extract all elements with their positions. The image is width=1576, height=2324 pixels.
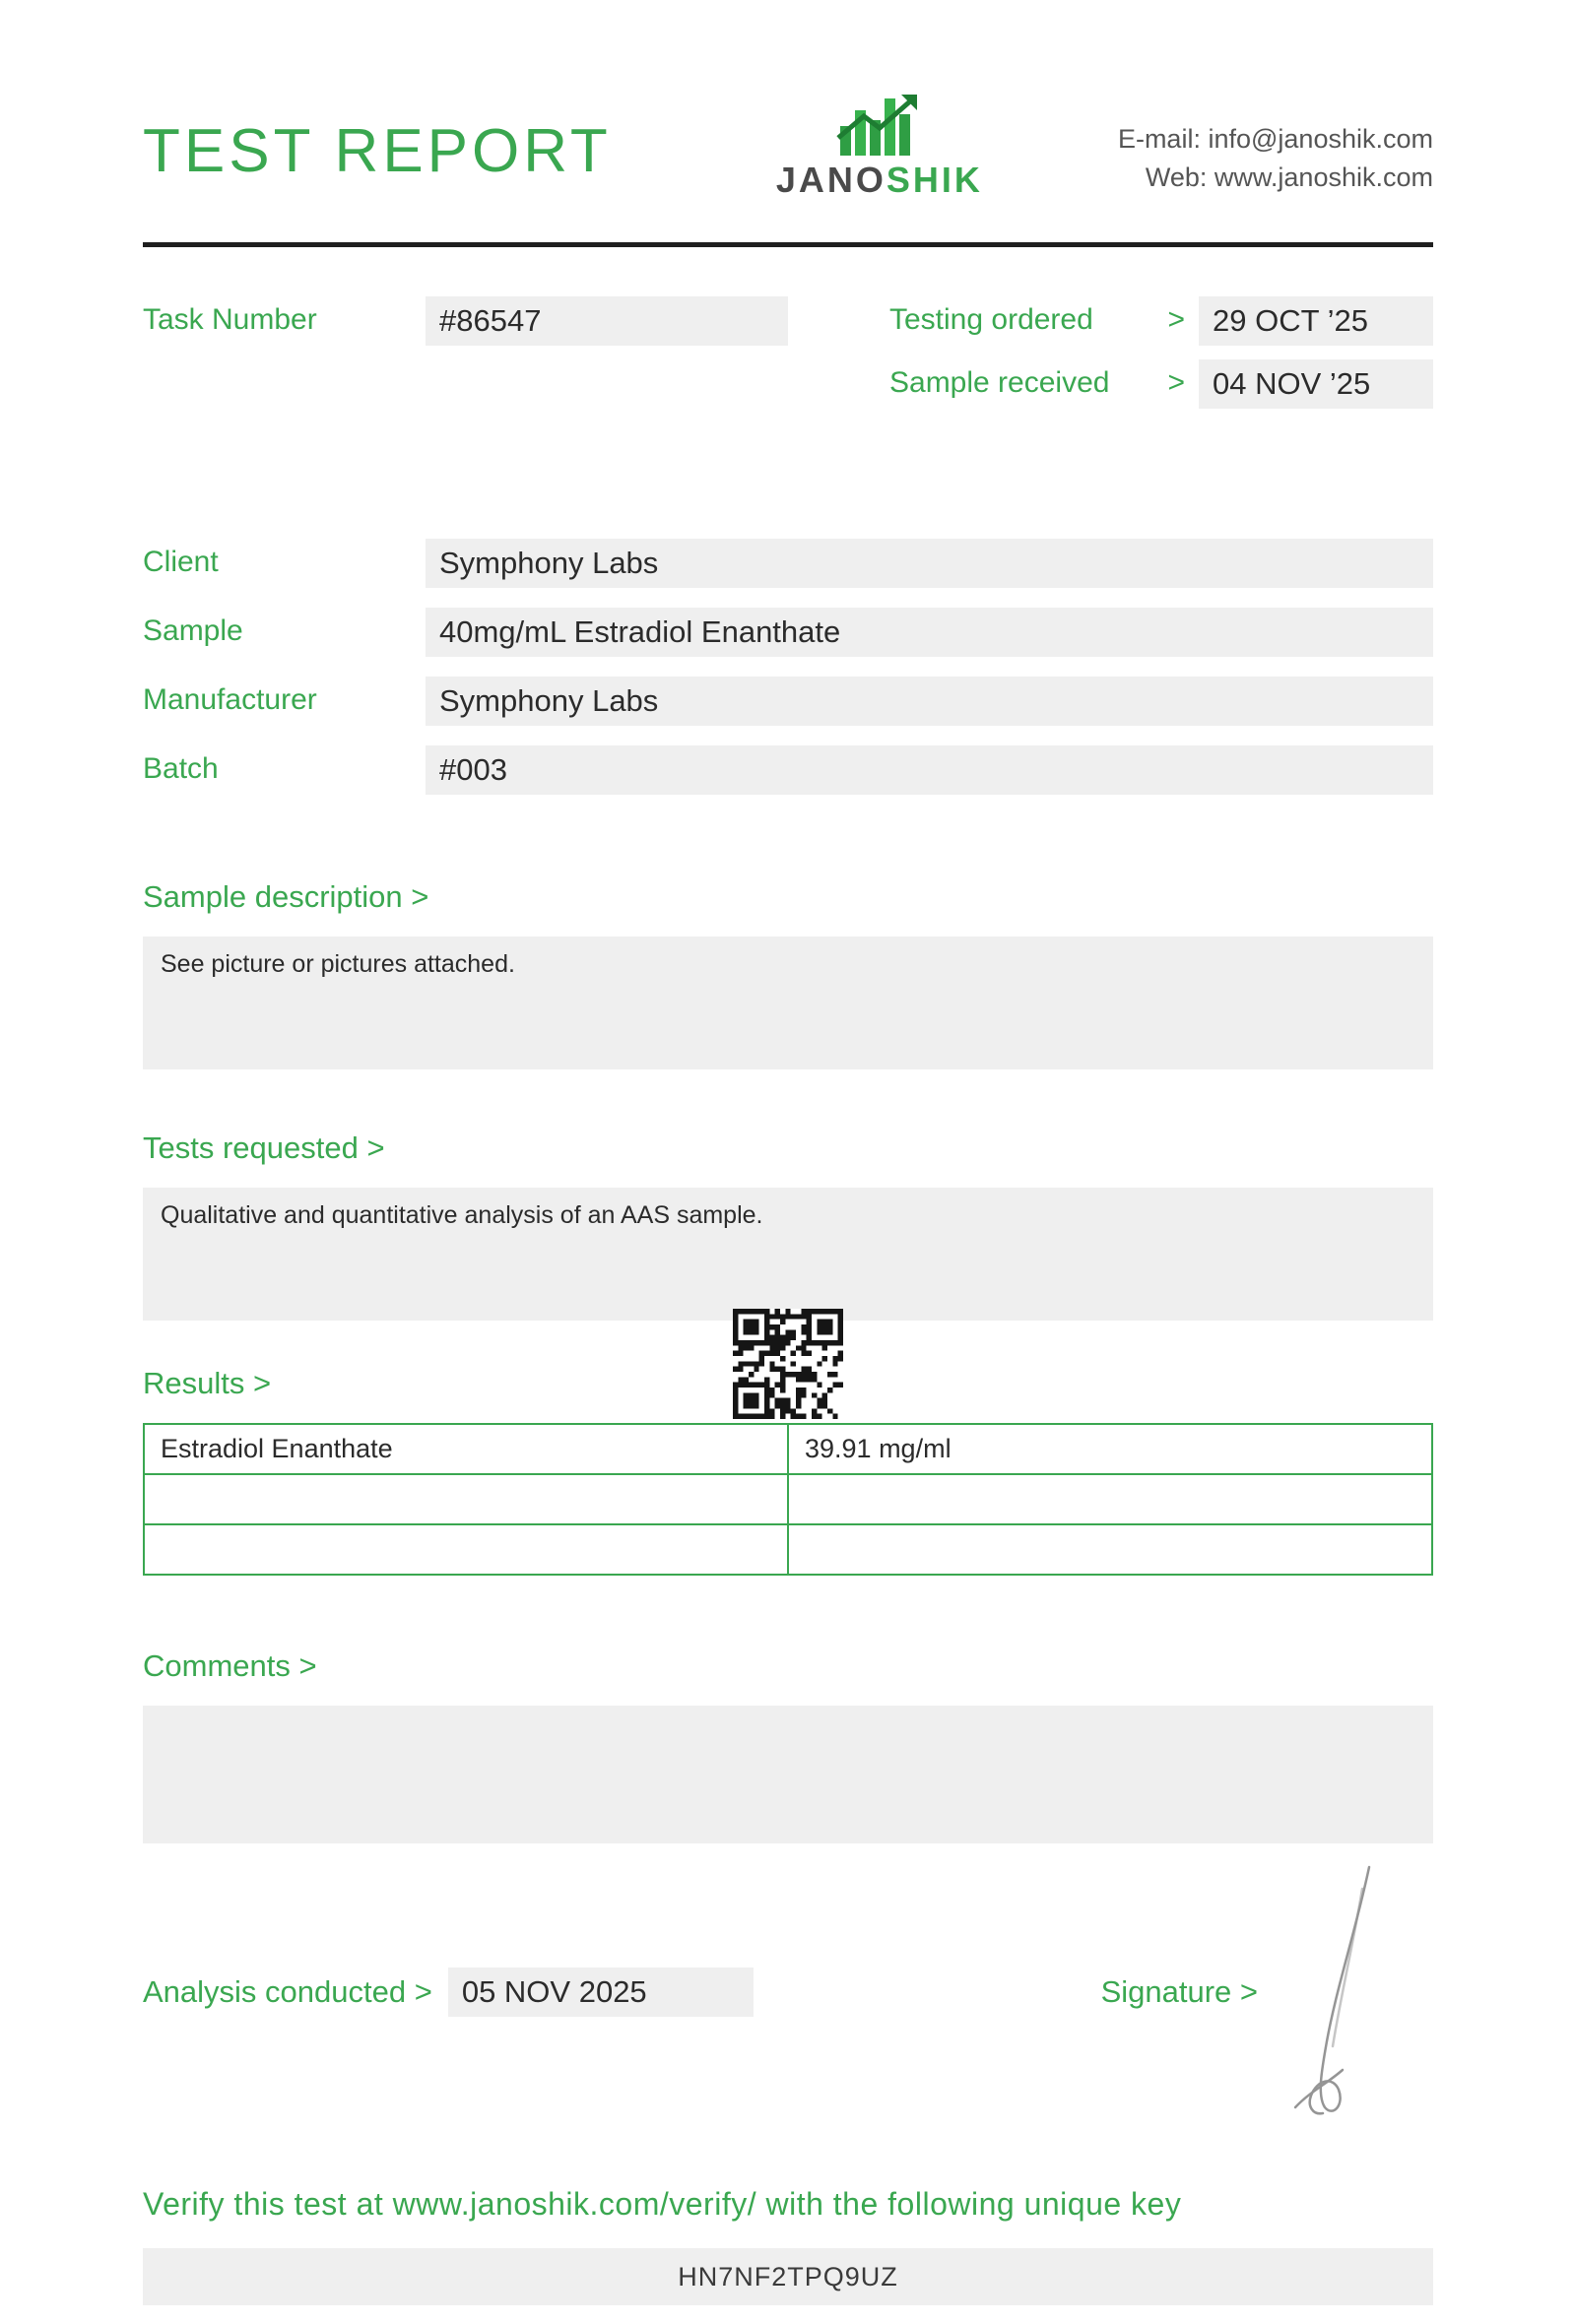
testing-ordered-row [889,296,1433,346]
task-number-value: #86547 [426,296,788,346]
logo-wordmark [776,160,983,201]
email-label: E-mail: [1117,124,1201,154]
sample-description-box: See picture or pictures attached. [143,936,1433,1069]
verify-text: Verify this test at www.janoshik.com/verify/ with the following unique key [143,2186,1182,2222]
table-row [144,1474,1432,1524]
signature-label: Signature > [1100,1974,1258,2009]
tests-requested-heading: Tests requested > [143,1130,385,1165]
comments-section [143,1648,1433,1843]
janoshik-logo [776,91,983,201]
analysis-conducted-label: Analysis conducted > [143,1974,432,2009]
info-row-batch [143,745,1433,795]
info-row-client [143,539,1433,588]
results-section [143,1366,1433,1576]
amount-cell [788,1474,1432,1524]
web-label: Web: [1145,162,1208,193]
task-number-label: Task Number [143,303,317,336]
comments-box [143,1706,1433,1843]
testing-ordered-label: Testing ordered [889,303,1093,336]
field-value: Symphony Labs [426,539,1433,588]
field-value: #003 [426,745,1433,795]
analysis-conducted-value: 05 NOV 2025 [448,1968,754,2017]
signature-image [1266,1859,1394,2125]
page-title: TEST REPORT [143,117,612,185]
substance-cell: Estradiol Enanthate [144,1424,788,1474]
info-row-manufacturer [143,677,1433,726]
sample-received-value: 04 NOV ’25 [1199,359,1433,409]
verify-key-box [143,2248,1433,2305]
tests-requested-section [143,1130,1433,1321]
field-value: 40mg/mL Estradiol Enanthate [426,608,1433,657]
contact-email [1118,120,1433,159]
comments-heading: Comments > [143,1648,317,1683]
sample-description-heading: Sample description > [143,879,429,914]
qr-code [733,1309,843,1419]
analysis-signature-row [143,1968,1433,2017]
field-value: Symphony Labs [426,677,1433,726]
tests-requested-box: Qualitative and quantitative analysis of an AAS sample. [143,1188,1433,1321]
field-label: Sample [143,614,243,647]
info-row-sample [143,608,1433,657]
logo-shik: SHIK [886,160,983,200]
table-row [144,1424,1432,1474]
email-value: info@janoshik.com [1208,124,1433,154]
substance-cell [144,1474,788,1524]
amount-cell [788,1524,1432,1575]
web-value: www.janoshik.com [1214,162,1433,193]
field-label: Manufacturer [143,683,317,716]
sample-description-section [143,879,1433,1069]
substance-cell [144,1524,788,1575]
amount-cell: 39.91 mg/ml [788,1424,1432,1474]
results-heading: Results > [143,1366,272,1400]
testing-ordered-value: 29 OCT ’25 [1199,296,1433,346]
contact-web [1118,159,1433,197]
logo-jano: JANO [775,160,886,200]
arrow-glyph: > [1167,366,1185,399]
testing-ordered-label-wrap [889,296,1185,337]
arrow-glyph: > [1167,303,1185,336]
verify-key: HN7NF2TPQ9UZ [678,2261,898,2292]
sample-received-label: Sample received [889,366,1110,399]
task-section [143,296,1433,422]
sample-info-section [143,539,1433,795]
header [143,91,1433,226]
header-divider [143,242,1433,247]
contact-info [1118,120,1433,197]
dates-block [889,296,1433,422]
logo-bars-icon [832,91,927,156]
table-row [144,1524,1432,1575]
sample-received-label-wrap [889,359,1185,400]
sample-received-row [889,359,1433,409]
field-label: Batch [143,752,219,785]
task-number-row [143,296,788,422]
analysis-conducted [143,1968,754,2017]
field-label: Client [143,546,219,578]
results-table [143,1423,1433,1576]
